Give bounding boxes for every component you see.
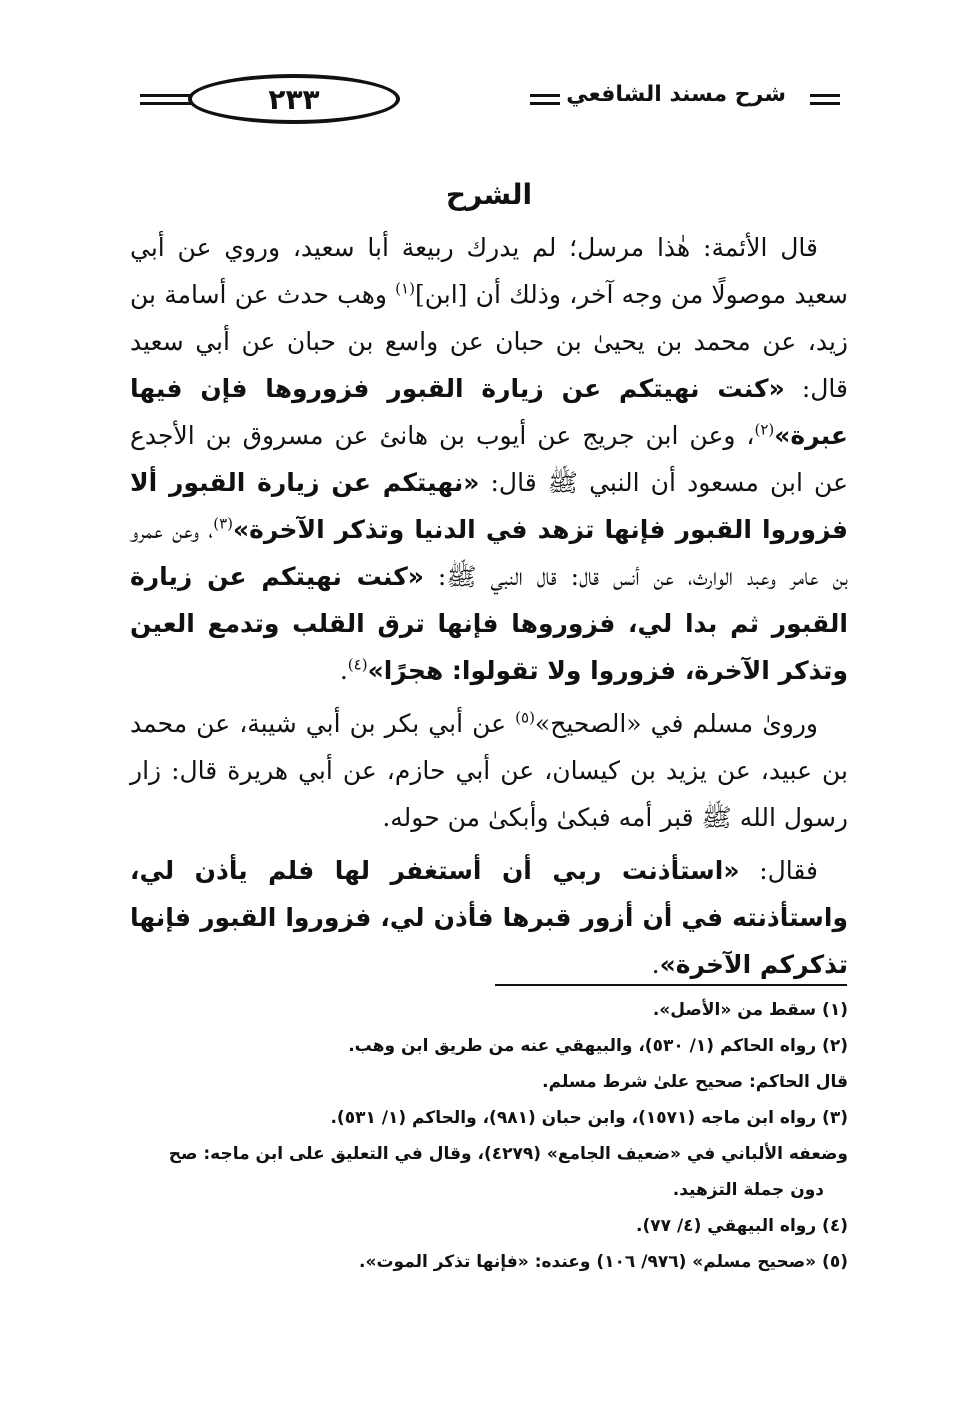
text-run: ، وعن ابن جريج عن أيوب بن هانئ عن مسروق بن الأجدع عن ابن مسعود أن النبي ﷺ قال: xyxy=(130,421,848,497)
text-run: . xyxy=(651,950,660,979)
hadith-quote: «كنت نهيتكم عن زيارة القبور ثم بدا لي، فزوروها فإنها ترق القلب وتدمع العين وتذكر الآخرة، فزوروا ولا تقولوا: هجرًا» xyxy=(130,562,848,685)
body-paragraph xyxy=(130,700,848,841)
footnote-separator xyxy=(495,984,847,986)
body-paragraph xyxy=(130,847,848,988)
text-run: . xyxy=(339,656,348,685)
footnote: قال الحاكم: صحيح علىٰ شرط مسلم. xyxy=(542,1072,848,1092)
hadith-quote: «كنت نهيتكم عن زيارة القبور فزوروها فإن فيها عبرة» xyxy=(130,374,848,450)
hadith-quote: «نهيتكم عن زيارة القبور ألا فزوروا القبور فإنها تزهد في الدنيا وتذكر الآخرة» xyxy=(130,468,848,544)
footnote-ref: (٥) xyxy=(515,708,535,727)
footnote: (٥) «صحيح مسلم» (٩٧٦/ ١٠٦) وعنده: «فإنها تذكر الموت». xyxy=(359,1252,848,1272)
footnote: (٣) رواه ابن ماجه (١٥٧١)، وابن حبان (٩٨١)، والحاكم (١/ ٥٣١). xyxy=(330,1108,848,1128)
footnote: (٢) رواه الحاكم (١/ ٥٣٠)، والبيهقي عنه من طريق ابن وهب. xyxy=(348,1036,848,1056)
text-run: وهب حدث عن أسامة بن زيد، عن محمد بن يحيىٰ بن حبان عن واسع بن حبان عن أبي سعيد قال: xyxy=(130,280,848,403)
section-title: الشرح xyxy=(445,178,533,211)
body-paragraph xyxy=(130,224,848,694)
footnote-ref: (١) xyxy=(395,279,415,298)
header-dash xyxy=(810,94,840,97)
text-run: ، وعن عمرو بن عامر وعبد الوارث، عن أنس قال: قال النبي ﷺ: xyxy=(130,515,848,591)
footnotes xyxy=(130,992,848,1280)
footnote: دون جملة التزهيد. xyxy=(672,1180,824,1200)
text-run: وروىٰ مسلم في «الصحيح» xyxy=(534,709,818,738)
hadith-quote: «استأذنت ربي أن أستغفر لها فلم يأذن لي، واستأذنته في أن أزور قبرها فأذن لي، فزوروا القبور فإنها تذكركم الآخرة» xyxy=(130,856,848,979)
page-header xyxy=(140,72,840,136)
footnote-ref: (٢) xyxy=(754,420,775,439)
header-dash xyxy=(810,102,840,105)
book-title: شرح مسند الشافعي xyxy=(560,82,792,107)
text-run: قال الأئمة: هٰذا مرسل؛ لم يدرك ربيعة أبا سعيد، وروي عن أبي سعيد موصولًا من وجه آخر، وذلك أن [ابن] xyxy=(130,233,848,309)
text-run: عن أبي بكر بن أبي شيبة، عن محمد بن عبيد، عن يزيد بن كيسان، عن أبي حازم، عن أبي هريرة قال: زار رسول الله ﷺ قبر أمه فبكىٰ وأبكىٰ من حوله. xyxy=(130,709,848,832)
footnote: (٤) رواه البيهقي (٤/ ٧٧). xyxy=(636,1216,848,1236)
paragraphs xyxy=(130,224,848,988)
page-number: ٢٣٣ xyxy=(188,74,400,124)
main-text xyxy=(130,170,848,988)
footnote-ref: (٤) xyxy=(347,655,368,674)
footnote: وضعفه الألباني في «ضعيف الجامع» (٤٢٧٩)، وقال في التعليق على ابن ماجه: صح xyxy=(168,1144,848,1164)
text-run: فقال: xyxy=(739,856,819,885)
footnote-ref: (٣) xyxy=(213,514,233,533)
footnote: (١) سقط من «الأصل». xyxy=(652,1000,848,1020)
